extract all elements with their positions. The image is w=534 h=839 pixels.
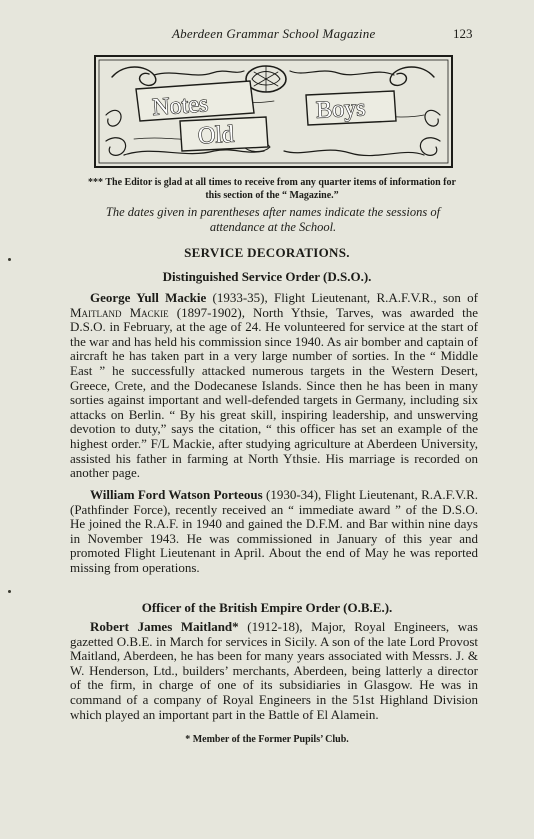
- porteous-text: (1930-34), Flight Lieutenant, R.A.F.V.R. (Pathfinder Force), recently received an “ immediate award ” of the D.S.O. He joined the R.A.F. in 1940 and gained the D.F.M. and Bar within nine days in November 1943. He was commissioned in January of this year and promoted Flight Lieutenant in April. About the end of May he was reported missing from operations.: [70, 487, 478, 575]
- editor-note: *** The Editor is glad at all times to receive from any quarter items of information for this section of the “ Magazine.”: [88, 177, 456, 201]
- footnote: * Member of the Former Pupils’ Club.: [185, 734, 349, 745]
- maitland-name: Robert James Maitland*: [90, 619, 239, 634]
- running-title: Aberdeen Grammar School Magazine: [172, 26, 376, 41]
- banner-word-notes: Notes: [151, 91, 210, 121]
- running-head: [0, 26, 534, 46]
- porteous-name: William Ford Watson Porteous: [90, 487, 263, 502]
- page-number: 123: [453, 26, 473, 41]
- obe-heading: Officer of the British Empire Order (O.B.E.).: [141, 600, 393, 615]
- mackie-father-name: Maitland Mackie: [70, 304, 169, 320]
- banner-word-boys: Boys: [315, 95, 367, 124]
- maitland-entry: [70, 620, 478, 722]
- notes-old-boys-banner: [94, 55, 453, 168]
- dso-heading: Distinguished Service Order (D.S.O.).: [162, 269, 372, 284]
- banner-word-old: Old: [197, 121, 235, 150]
- mackie-text-2: (1897-1902), North Ythsie, Tarves, was awarded the D.S.O. in February, at the age of 24. He volunteered for service at the start of the war and has held his commission since 1940. As air bomber and captain of aircraft he has taken part in a very large number of sorties. In the “ Middle East ” he successfully attacked numerous targets in the Western Desert, Greece, Crete, and the Dodecanese Islands. Since then he has been in many sorties against important and well-defended targets in Germany, including six attacks on Berlin. “ By his great skill, inspiring leadership, and unswerving devotion to duty,” says the citation, “ this officer has set an example of the highest order.” F/L Mackie, after studying agriculture at Aberdeen University, assisted his father in farming at North Ythsie. His marriage is recorded on another page.: [70, 304, 478, 481]
- margin-mark: [8, 258, 11, 261]
- dates-note: The dates given in parentheses after names indicate the sessions of attendance at the School.: [105, 205, 441, 234]
- porteous-entry: [70, 488, 478, 576]
- margin-mark: [8, 590, 11, 593]
- mackie-text-1: (1933-35), Flight Lieutenant, R.A.F.V.R., son of: [206, 290, 478, 305]
- maitland-text: (1912-18), Major, Royal Engineers, was gazetted O.B.E. in March for services in Sicily. A son of the late Lord Provost Maitland, Aberdeen, he has been for many years associated with Messrs. J. & W. Henderson, Ltd., builders’ merchants, Aberdeen, being latterly a director of the firm, in charge of one of its subsidiaries in Glasgow. He was in command of a company of Royal Engineers in the 51st Highland Division which played an important part in the Battle of El Alamein.: [70, 619, 478, 722]
- mackie-entry: [70, 291, 478, 481]
- mackie-name: George Yull Mackie: [90, 290, 207, 305]
- section-heading: SERVICE DECORATIONS.: [184, 245, 350, 260]
